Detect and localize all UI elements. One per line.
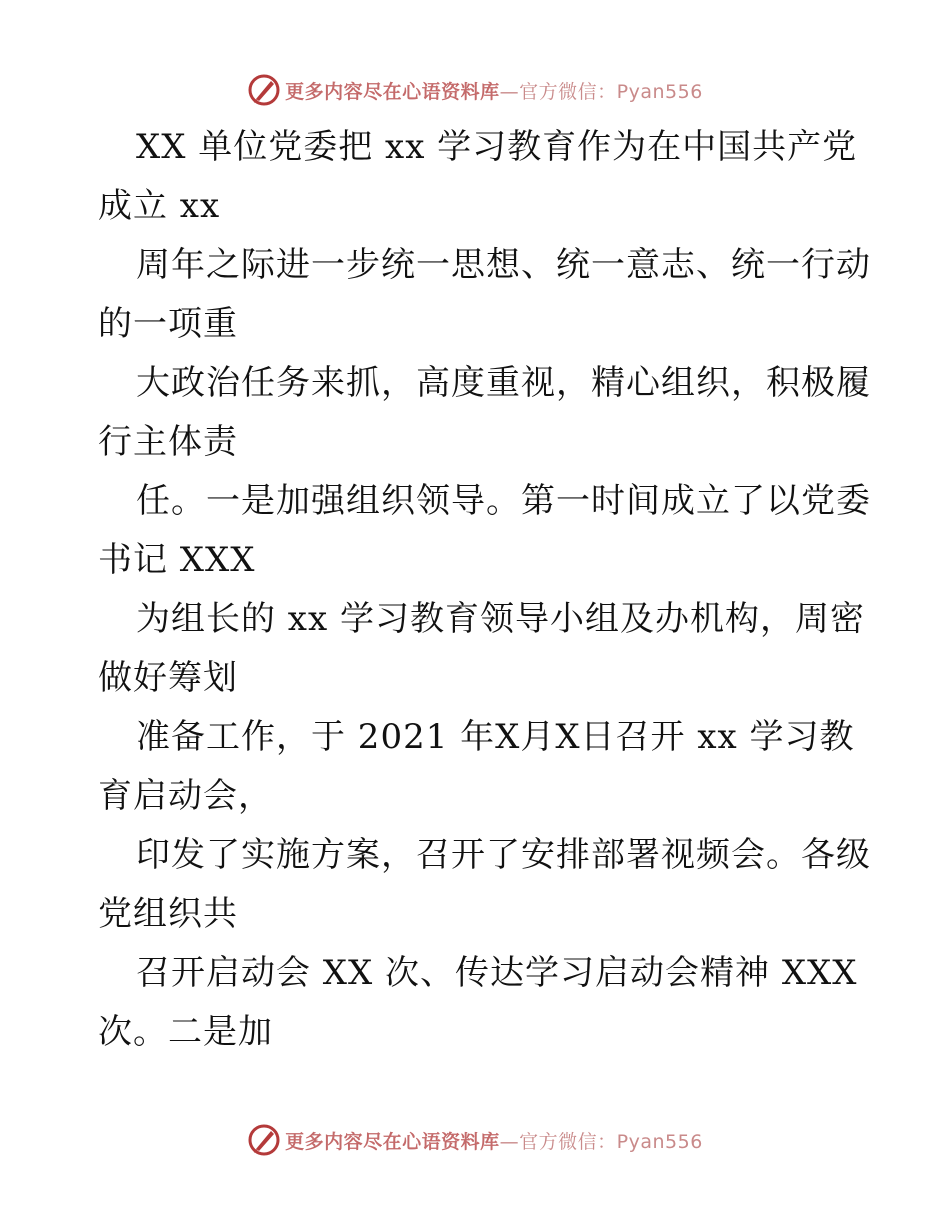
text-line: 成立 xx xyxy=(98,186,221,226)
text-line: 育启动会， xyxy=(98,776,273,816)
banner-contact-text: —官方微信：Pyan556 xyxy=(499,1130,703,1153)
text-line: 任。一是加强组织领导。第一时间成立了以党委 xyxy=(136,481,871,521)
text-line: 做好筹划 xyxy=(98,658,238,698)
text-line: 次。二是加 xyxy=(98,1012,273,1052)
header-banner xyxy=(0,70,950,110)
pen-logo-icon xyxy=(247,73,281,107)
text-line: 行主体责 xyxy=(98,422,238,462)
text-line: 大政治任务来抓，高度重视，精心组织，积极履 xyxy=(136,363,871,403)
banner-main-text: 更多内容尽在心语资料库 xyxy=(285,80,500,103)
text-line: 的一项重 xyxy=(98,304,238,344)
footer-banner xyxy=(0,1120,950,1160)
text-line: 为组长的 xx 学习教育领导小组及办机构，周密 xyxy=(136,599,865,639)
text-line: XX 单位党委把 xx 学习教育作为在中国共产党 xyxy=(136,127,858,167)
text-line: 召开启动会 XX 次、传达学习启动会精神 XXX xyxy=(136,953,858,993)
text-line: 党组织共 xyxy=(98,894,238,934)
pen-logo-icon xyxy=(247,1123,281,1157)
banner-contact-text: —官方微信：Pyan556 xyxy=(499,80,703,103)
banner-main-text: 更多内容尽在心语资料库 xyxy=(285,1130,500,1153)
text-line: 印发了实施方案，召开了安排部署视频会。各级 xyxy=(136,835,871,875)
document-body xyxy=(98,118,871,1062)
text-line: 书记 XXX xyxy=(98,540,256,580)
text-line: 准备工作，于 2021 年X月X日召开 xx 学习教 xyxy=(136,717,855,757)
text-line: 周年之际进一步统一思想、统一意志、统一行动 xyxy=(136,245,871,285)
